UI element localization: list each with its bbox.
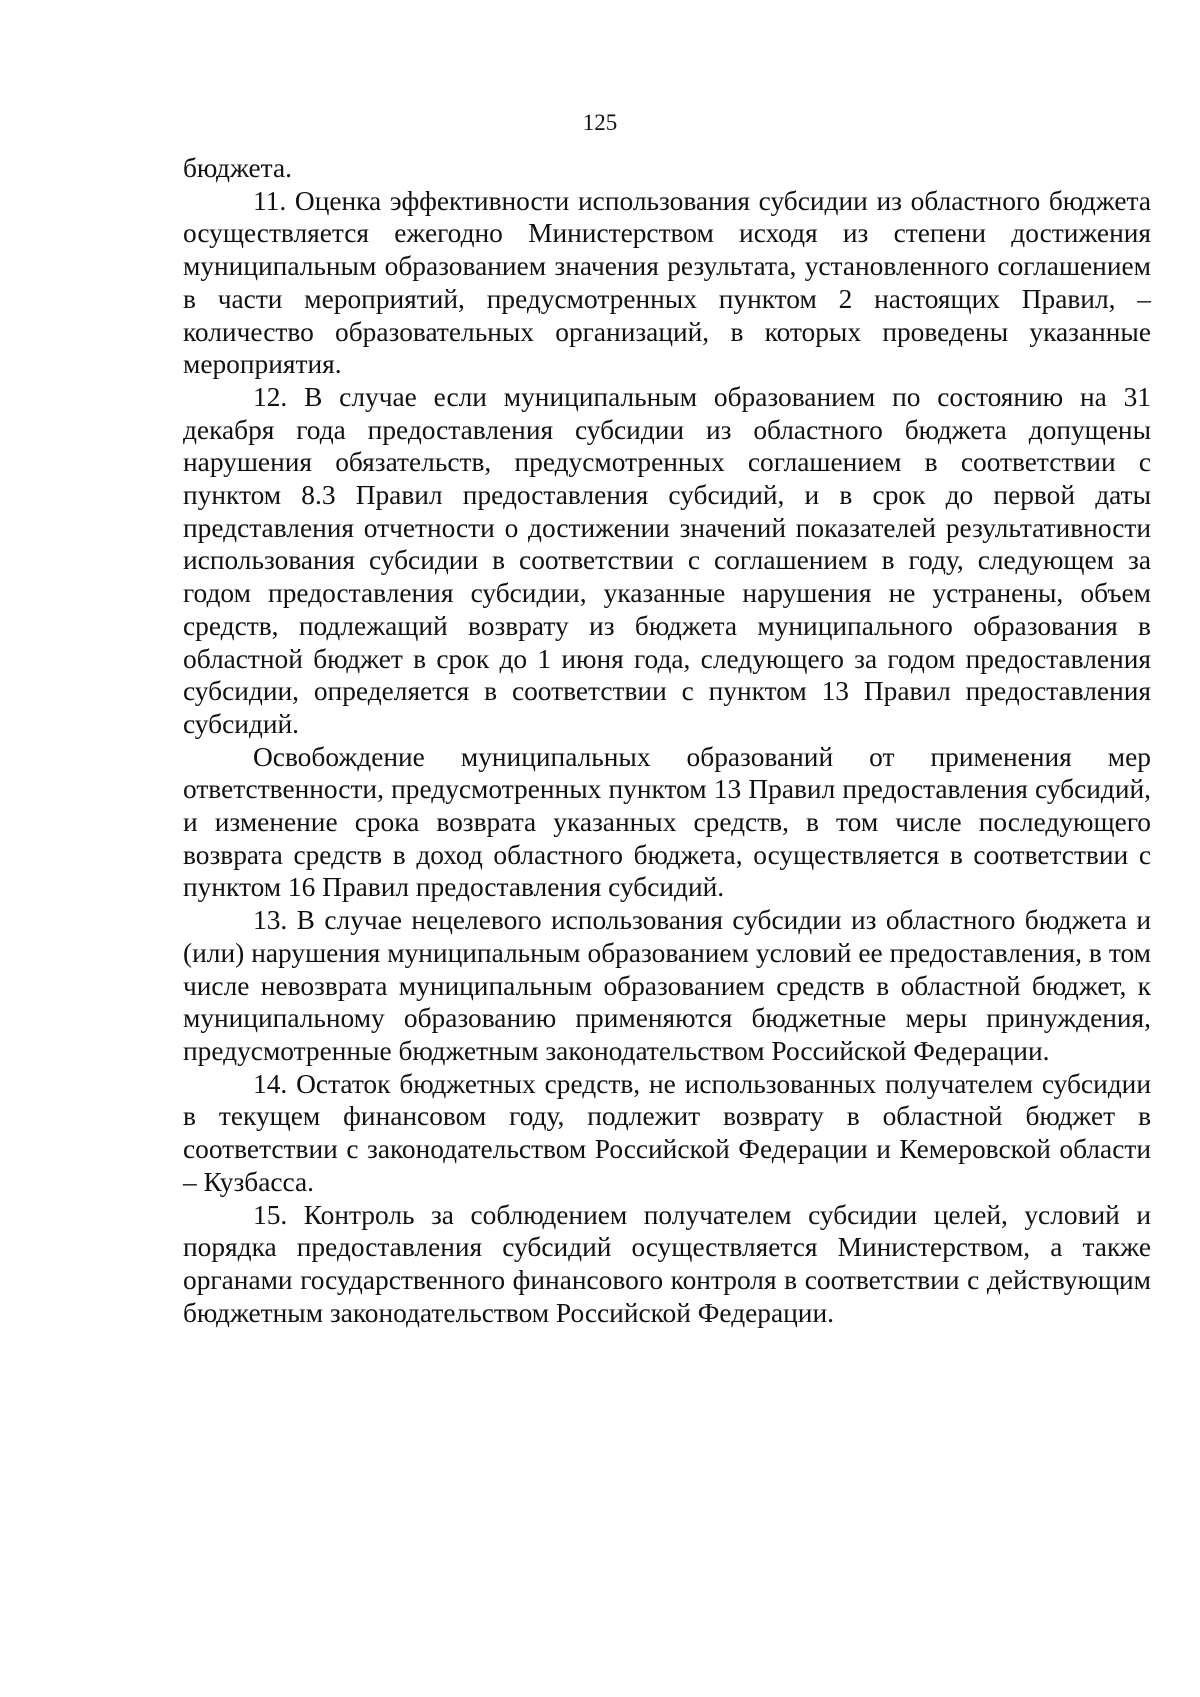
paragraph-15: 15. Контроль за соблюдением получателем субсидии целей, условий и порядка предоставления субсидий осуществляется Министерством, а также органами государственного финансового контроля в соответствии с действующим бюджетным законодательством Российской Федерации. — [183, 1199, 1151, 1328]
paragraph-12-exemption: Освобождение муниципальных образований от применения мер ответственности, предусмотренных пунктом 13 Правил предоставления субсидий, и изменение срока возврата указанных средств, в том числе последующего возврата средств в доход областного бюджета, осуществляется в соответствии с пунктом 16 Правил предоставления субсидий. — [183, 741, 1151, 903]
page-number: 125 — [582, 110, 618, 135]
paragraph-11: 11. Оценка эффективности использования субсидии из областного бюджета осуществляется ежегодно Министерством исходя из степени достижения муниципальным образованием значения результата, установленного соглашением в части мероприятий, предусмотренных пунктом 2 настоящих Правил, – количество образовательных организаций, в которых проведены указанные мероприятия. — [183, 185, 1151, 380]
paragraph-13: 13. В случае нецелевого использования субсидии из областного бюджета и (или) нарушения муниципальным образованием условий ее предоставления, в том числе невозврата муниципальным образованием средств в областной бюджет, к муниципальному образованию применяются бюджетные меры принуждения, предусмотренные бюджетным законодательством Российской Федерации. — [183, 905, 1151, 1066]
paragraph-14: 14. Остаток бюджетных средств, не использованных получателем субсидии в текущем финансовом году, подлежит возврату в областной бюджет в соответствии с законодательством Российской Федерации и Кемеровской области – Кузбасса. — [183, 1068, 1151, 1197]
document-body — [183, 152, 1151, 1329]
paragraph-continuation: бюджета. — [183, 153, 292, 183]
paragraph-12: 12. В случае если муниципальным образованием по состоянию на 31 декабря года предоставления субсидии из областного бюджета допущены нарушения обязательств, предусмотренных соглашением в соответствии с пунктом 8.3 Правил предоставления субсидий, и в срок до первой даты представления отчетности о достижении значений показателей результативности использования субсидии в соответствии с соглашением в году, следующем за годом предоставления субсидии, указанные нарушения не устранены, объем средств, подлежащий возврату из бюджета муниципального образования в областной бюджет в срок до 1 июня года, следующего за годом предоставления субсидии, определяется в соответствии с пунктом 13 Правил предоставления субсидий. — [183, 381, 1151, 739]
